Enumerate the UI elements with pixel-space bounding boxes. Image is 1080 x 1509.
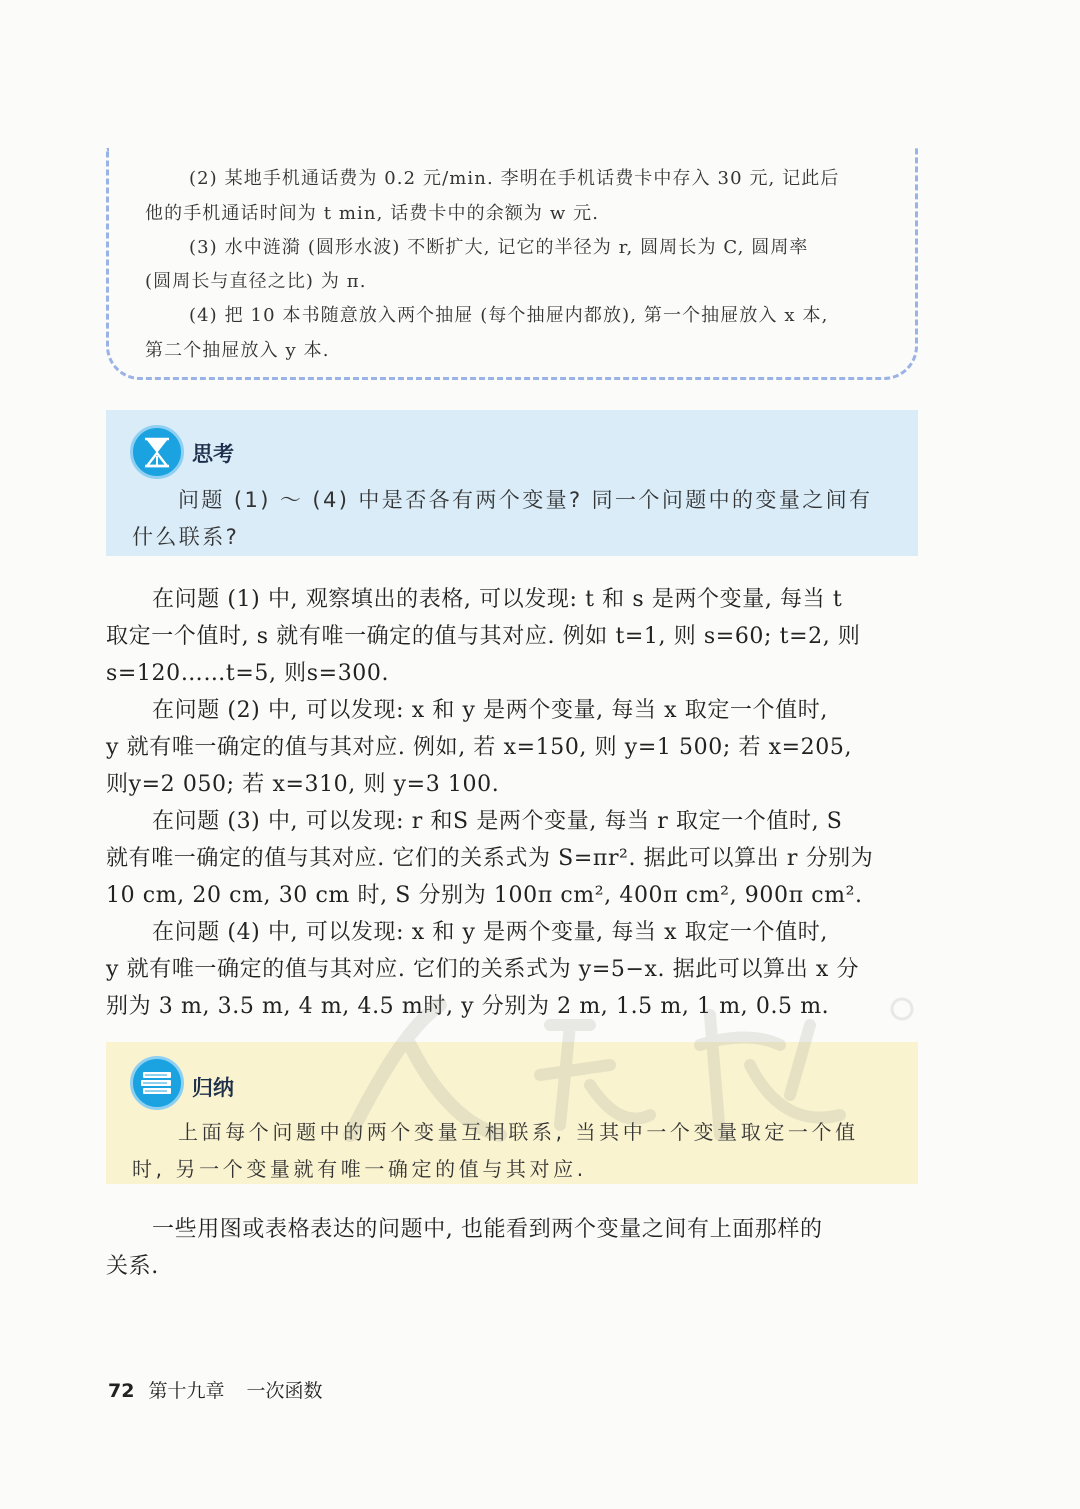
problem-4-line-1: (4) 把 10 本书随意放入两个抽屉 (每个抽屉内都放), 第一个抽屉放入 x 本, bbox=[189, 305, 829, 326]
page-footer bbox=[108, 1376, 322, 1403]
para-4-line-1: 在问题 (4) 中, 可以发现: x 和 y 是两个变量, 每当 x 取定一个值时, bbox=[152, 920, 828, 945]
problem-2-line-2: 他的手机通话时间为 t min, 话费卡中的余额为 w 元. bbox=[145, 203, 600, 224]
para-2-line-2: y 就有唯一确定的值与其对应. 例如, 若 x=150, 则 y=1 500; 若 x=205, bbox=[106, 735, 853, 760]
para-1-line-3: s=120……t=5, 则s=300. bbox=[106, 661, 390, 686]
chapter-label: 第十九章 bbox=[148, 1380, 225, 1402]
problems-box bbox=[106, 148, 918, 380]
para-2-line-3: 则y=2 050; 若 x=310, 则 y=3 100. bbox=[106, 772, 500, 797]
summary-box bbox=[106, 1042, 918, 1184]
para-1-line-2: 取定一个值时, s 就有唯一确定的值与其对应. 例如 t=1, 则 s=60; t=2, 则 bbox=[106, 624, 861, 649]
think-title: 思考 bbox=[192, 442, 234, 466]
problem-3-line-1: (3) 水中涟漪 (圆形水波) 不断扩大, 记它的半径为 r, 圆周长为 C, 圆周率 bbox=[189, 237, 809, 258]
hourglass-icon bbox=[130, 425, 184, 479]
think-line-2: 什么联系? bbox=[132, 525, 240, 549]
summary-title: 归纳 bbox=[192, 1076, 234, 1100]
para-3-line-2: 就有唯一确定的值与其对应. 它们的关系式为 S=πr². 据此可以算出 r 分别为 bbox=[106, 846, 874, 871]
para-4-line-3: 别为 3 m, 3.5 m, 4 m, 4.5 m时, y 分别为 2 m, 1.5 m, 1 m, 0.5 m. bbox=[106, 994, 830, 1019]
page-number: 72 bbox=[108, 1380, 135, 1402]
para-4-line-2: y 就有唯一确定的值与其对应. 它们的关系式为 y=5−x. 据此可以算出 x 分 bbox=[106, 957, 860, 982]
para-2-line-1: 在问题 (2) 中, 可以发现: x 和 y 是两个变量, 每当 x 取定一个值时, bbox=[152, 698, 828, 723]
chapter-title: 一次函数 bbox=[246, 1380, 323, 1402]
think-line-1: 问题 (1) ～ (4) 中是否各有两个变量? 同一个问题中的变量之间有 bbox=[178, 488, 873, 512]
closing-line-2: 关系. bbox=[106, 1254, 159, 1279]
para-3-line-3: 10 cm, 20 cm, 30 cm 时, S 分别为 100π cm², 400π cm², 900π cm². bbox=[106, 883, 863, 908]
think-box bbox=[106, 410, 918, 556]
summary-line-1: 上面每个问题中的两个变量互相联系, 当其中一个变量取定一个值 bbox=[178, 1120, 859, 1144]
problem-4-line-2: 第二个抽屉放入 y 本. bbox=[145, 340, 330, 361]
summary-line-2: 时, 另一个变量就有唯一确定的值与其对应. bbox=[132, 1157, 587, 1181]
book-stack-icon bbox=[130, 1056, 184, 1110]
para-1-line-1: 在问题 (1) 中, 观察填出的表格, 可以发现: t 和 s 是两个变量, 每当 t bbox=[152, 587, 843, 612]
para-3-line-1: 在问题 (3) 中, 可以发现: r 和S 是两个变量, 每当 r 取定一个值时, S bbox=[152, 809, 843, 834]
problem-2-line-1: (2) 某地手机通话费为 0.2 元/min. 李明在手机话费卡中存入 30 元, 记此后 bbox=[189, 168, 840, 189]
closing-line-1: 一些用图或表格表达的问题中, 也能看到两个变量之间有上面那样的 bbox=[152, 1217, 823, 1242]
problem-3-line-2: (圆周长与直径之比) 为 π. bbox=[145, 271, 367, 292]
